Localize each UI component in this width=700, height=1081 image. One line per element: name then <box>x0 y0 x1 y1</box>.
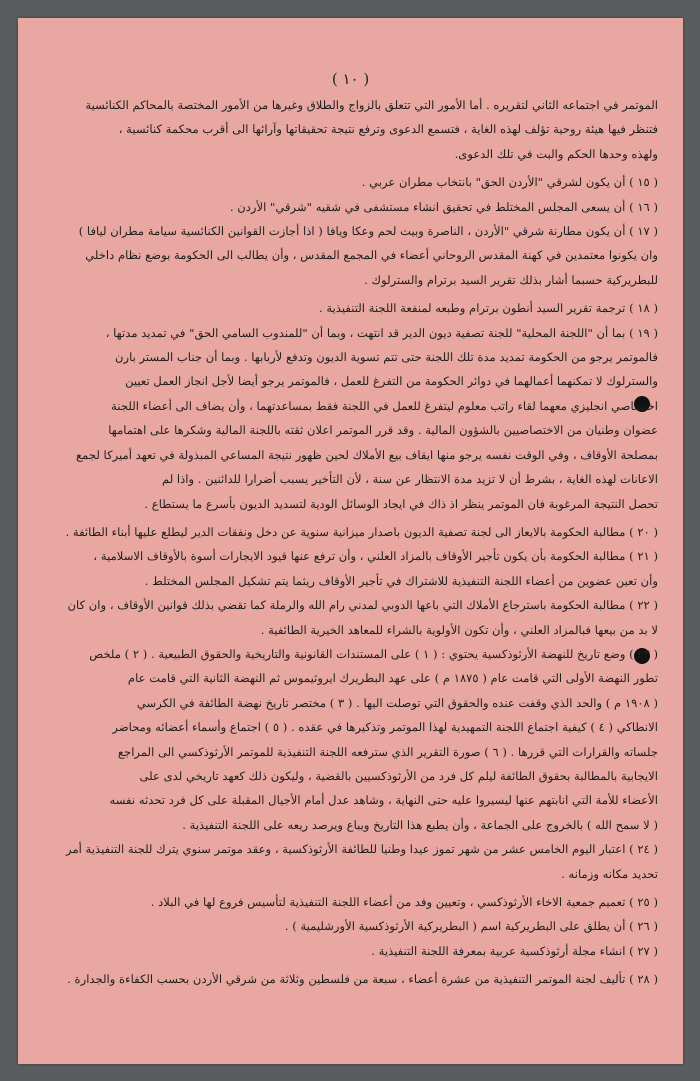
document-body <box>48 94 658 993</box>
text-line: ( ٢٢ ) مطالبة الحكومة باسترجاع الأملاك التي باعها الدوبي لمدني رام الله والرملة كما تقضي بذلك قوانين الأوقاف ، وان كان <box>67 598 658 613</box>
text-line: لا بد من بيعها فبالمزاد العلني ، وأن تكون الأولوية بالشراء للمعاهد الخيرية الطائفية . <box>260 622 658 637</box>
text-line: عضوان وطنيان من الاختصاصيين بالشؤون المالية . وقد قرر الموتمر اعلان ثقته باللجنة المالية وشكرها على اهتمامها <box>108 423 658 438</box>
text-line: ( ١٦ ) أن يسعى المجلس المختلط في تحقيق انشاء مستشفى في شقيه "شرقي" الأردن . <box>229 199 658 214</box>
text-line: الأعضاء للأمة التي انابتهم عنها ليسيروا عليه حتى النهاية ، وشاهد عدل أمام الأجيال المقبلة على كل فرد تحدثه نفسه <box>109 793 658 808</box>
text-line: فتنظر فيها هيئة روحية تؤلف لهذه الغاية ، فتسمع الدعوى وترفع نتيجة تحقيقاتها وآرائها الى أقرب محكمة كنائسية ، <box>118 122 658 137</box>
text-line: الاعانات لهذه الغاية ، بشرط أن لا تزيد مدة الانتظار عن سنة ، لأن التأخير يسبب أضرارا للدائنين . واذا لم <box>161 472 658 487</box>
text-line: الموتمر في اجتماعه الثاني لتقريره . أما الأمور التي تتعلق بالزواج والطلاق وغيرها من الأمور المختصة بالمحاكم الكنائسية <box>85 98 658 112</box>
text-line: ولهذه وحدها الحكم والبت في تلك الدعوى. <box>454 146 658 161</box>
text-line: ( ٢٤ ) اعتبار اليوم الخامس عشر من شهر تموز عيدا وطنيا للطائفة الأرثوذكسية ، وعقد موتمر سنوي يترك للجنة التنفيذية أمر <box>66 842 658 857</box>
text-line: تحديد مكانه وزمانه . <box>561 866 658 881</box>
text-line: جلساته والقرارات التي قررها . ( ٦ ) صورة التقرير الذي سترفعه اللجنة التنفيذية للموتمر الأرثوذكسي الى المراجع <box>117 744 658 759</box>
text-line: ( ١٨ ) ترجمة تقرير السيد أنطون برترام وطبعه لمنفعة اللجنة التنفيذية . <box>318 301 658 316</box>
page-number: ( ١٠ ) <box>331 70 370 88</box>
text-line: ( ٢٥ ) تعميم جمعية الاخاء الأرثوذكسي ، وتعيين وفد من أعضاء اللجنة التنفيذية لتأسيس فروع لها في البلاد . <box>150 895 658 909</box>
document-page <box>18 18 683 1064</box>
text-line: الانطاكي ( ٤ ) كيفية اجتماع اللجنة التمهيدية لهذا الموتمر وتذكيرها في عقده . ( ٥ ) اجتماع وأسماء أعضائه ومحاضر <box>112 720 658 735</box>
text-line: اختصاصي انجليزي معهما لقاء راتب معلوم ليتفرغ للعمل في اللجنة فقط بمساعدتهما ، وأن يضاف الى أعضاء اللجنة <box>111 398 658 413</box>
text-line: تحصل النتيجة المرغوبة فان الموتمر ينظر اذ ذاك في ايجاد الوسائل الودية لتسديد الديون بأسرع ما يستطاع . <box>144 496 658 511</box>
text-line: للبطريركية حسبما أشار بذلك تقرير السيد برترام والسترلوك . <box>364 272 658 287</box>
text-line: ( ١٩٠٨ م ) والحد الذي وقفت عنده والحقوق التي توصلت اليها . ( ٣ ) مختصر تاريخ نهضة الطائفة في الكرسي <box>136 695 658 710</box>
text-line: ( ٢٣ ) وضع تاريخ للنهضة الأرثوذكسية يحتوي : ( ١ ) على المستندات القانونية والتاريخية والحقوق الطبيعية . ( ٢ ) ملخص <box>89 646 658 661</box>
text-line: ( ٢٧ ) انشاء مجلة أرثوذكسية عربية بمعرفة اللجنة التنفيذية . <box>371 943 658 958</box>
text-line: ( ١٩ ) بما أن "اللجنة المحلية" للجنة تصفية ديون الدير قد انتهت ، وبما أن "للمندوب السامي الحق" في تمديد مدتها ، <box>105 325 658 340</box>
text-line: ( ٢٨ ) تأليف لجنة الموتمر التنفيذية من عشرة أعضاء ، سبعة من فلسطين وثلاثة من شرقي الأردن بحسب الكفاءة والجدارة . <box>67 972 658 987</box>
text-line: والسترلوك لا تمكنهما أعمالهما في دوائر الحكومة من التفرغ للعمل ، فالموتمر يرجو أيضا لأجل انجاز العمل تعيين <box>125 374 658 389</box>
text-line: وأن تعين عضوين من أعضاء اللجنة التنفيذية للاشتراك في تأجير الأوقاف ريثما يتم تشكيل المجلس المختلط . <box>144 573 658 588</box>
text-line: وان يكونوا معتمدين في كهنة المقدس الروحاني أعضاء في المجمع المقدس ، وأن يطالب الى الحكومة بوضع نظام داخلي <box>85 248 658 263</box>
text-line: ( ١٧ ) أن يكون مطارنة شرقي "الأردن ، الناصرة وبيت لحم وعكا ويافا ( اذا أجازت القوانين الكنائسية سيامة مطران ليافا ) <box>78 224 658 239</box>
text-line: ( لا سمح الله ) بالخروج على الجماعة ، وأن يطبع هذا التاريخ ويباع ويرصد ريعه على اللجنة التنفيذية . <box>182 817 658 832</box>
text-line: بمصلحة الأوقاف ، وفي الوقت نفسه يرجو منها ايقاف بيع الأملاك لحين ظهور نتيجة المساعي المبذولة في تعهد أميركا لجمع <box>75 447 658 462</box>
text-line: ( ١٥ ) أن يكون لشرقي "الأردن الحق" بانتخاب مطران عربي . <box>361 175 658 190</box>
text-line: الايجابية بالمطالبة بحقوق الطائفة ليلم كل فرد من الأرثوذكسيين بالقضية ، وليكون ذلك كعهد تاريخي لدى على <box>139 768 658 783</box>
text-line: فالموتمر يرجو من الحكومة تمديد مدة تلك اللجنة حتى تتم تسوية الديون وتدفع لأربابها . وبما أن جناب المستر بارن <box>114 350 658 365</box>
text-line: تطور النهضة الأولى التي قامت عام ( ١٨٧٥ م ) على عهد البطريرك ايروثيموس ثم النهضة الثانية التي قامت عام <box>127 671 658 686</box>
text-line: ( ٢٠ ) مطالبة الحكومة بالايعاز الى لجنة تصفية الديون باصدار ميزانية سنوية عن دخل ونفقات الدير ليطلع عليها أبناء الطائفة . <box>65 524 658 539</box>
text-line: ( ٢١ ) مطالبة الحكومة بأن يكون تأجير الأوقاف بالمزاد العلني ، وأن ترفع عنها قيود الايجارات أسوة بالأوقاف الاسلامية ، <box>93 549 658 564</box>
text-line: ( ٢٦ ) أن يطلق على البطريركية اسم ( البطريركية الأرثوذكسية الأورشليمية ) . <box>284 919 658 934</box>
